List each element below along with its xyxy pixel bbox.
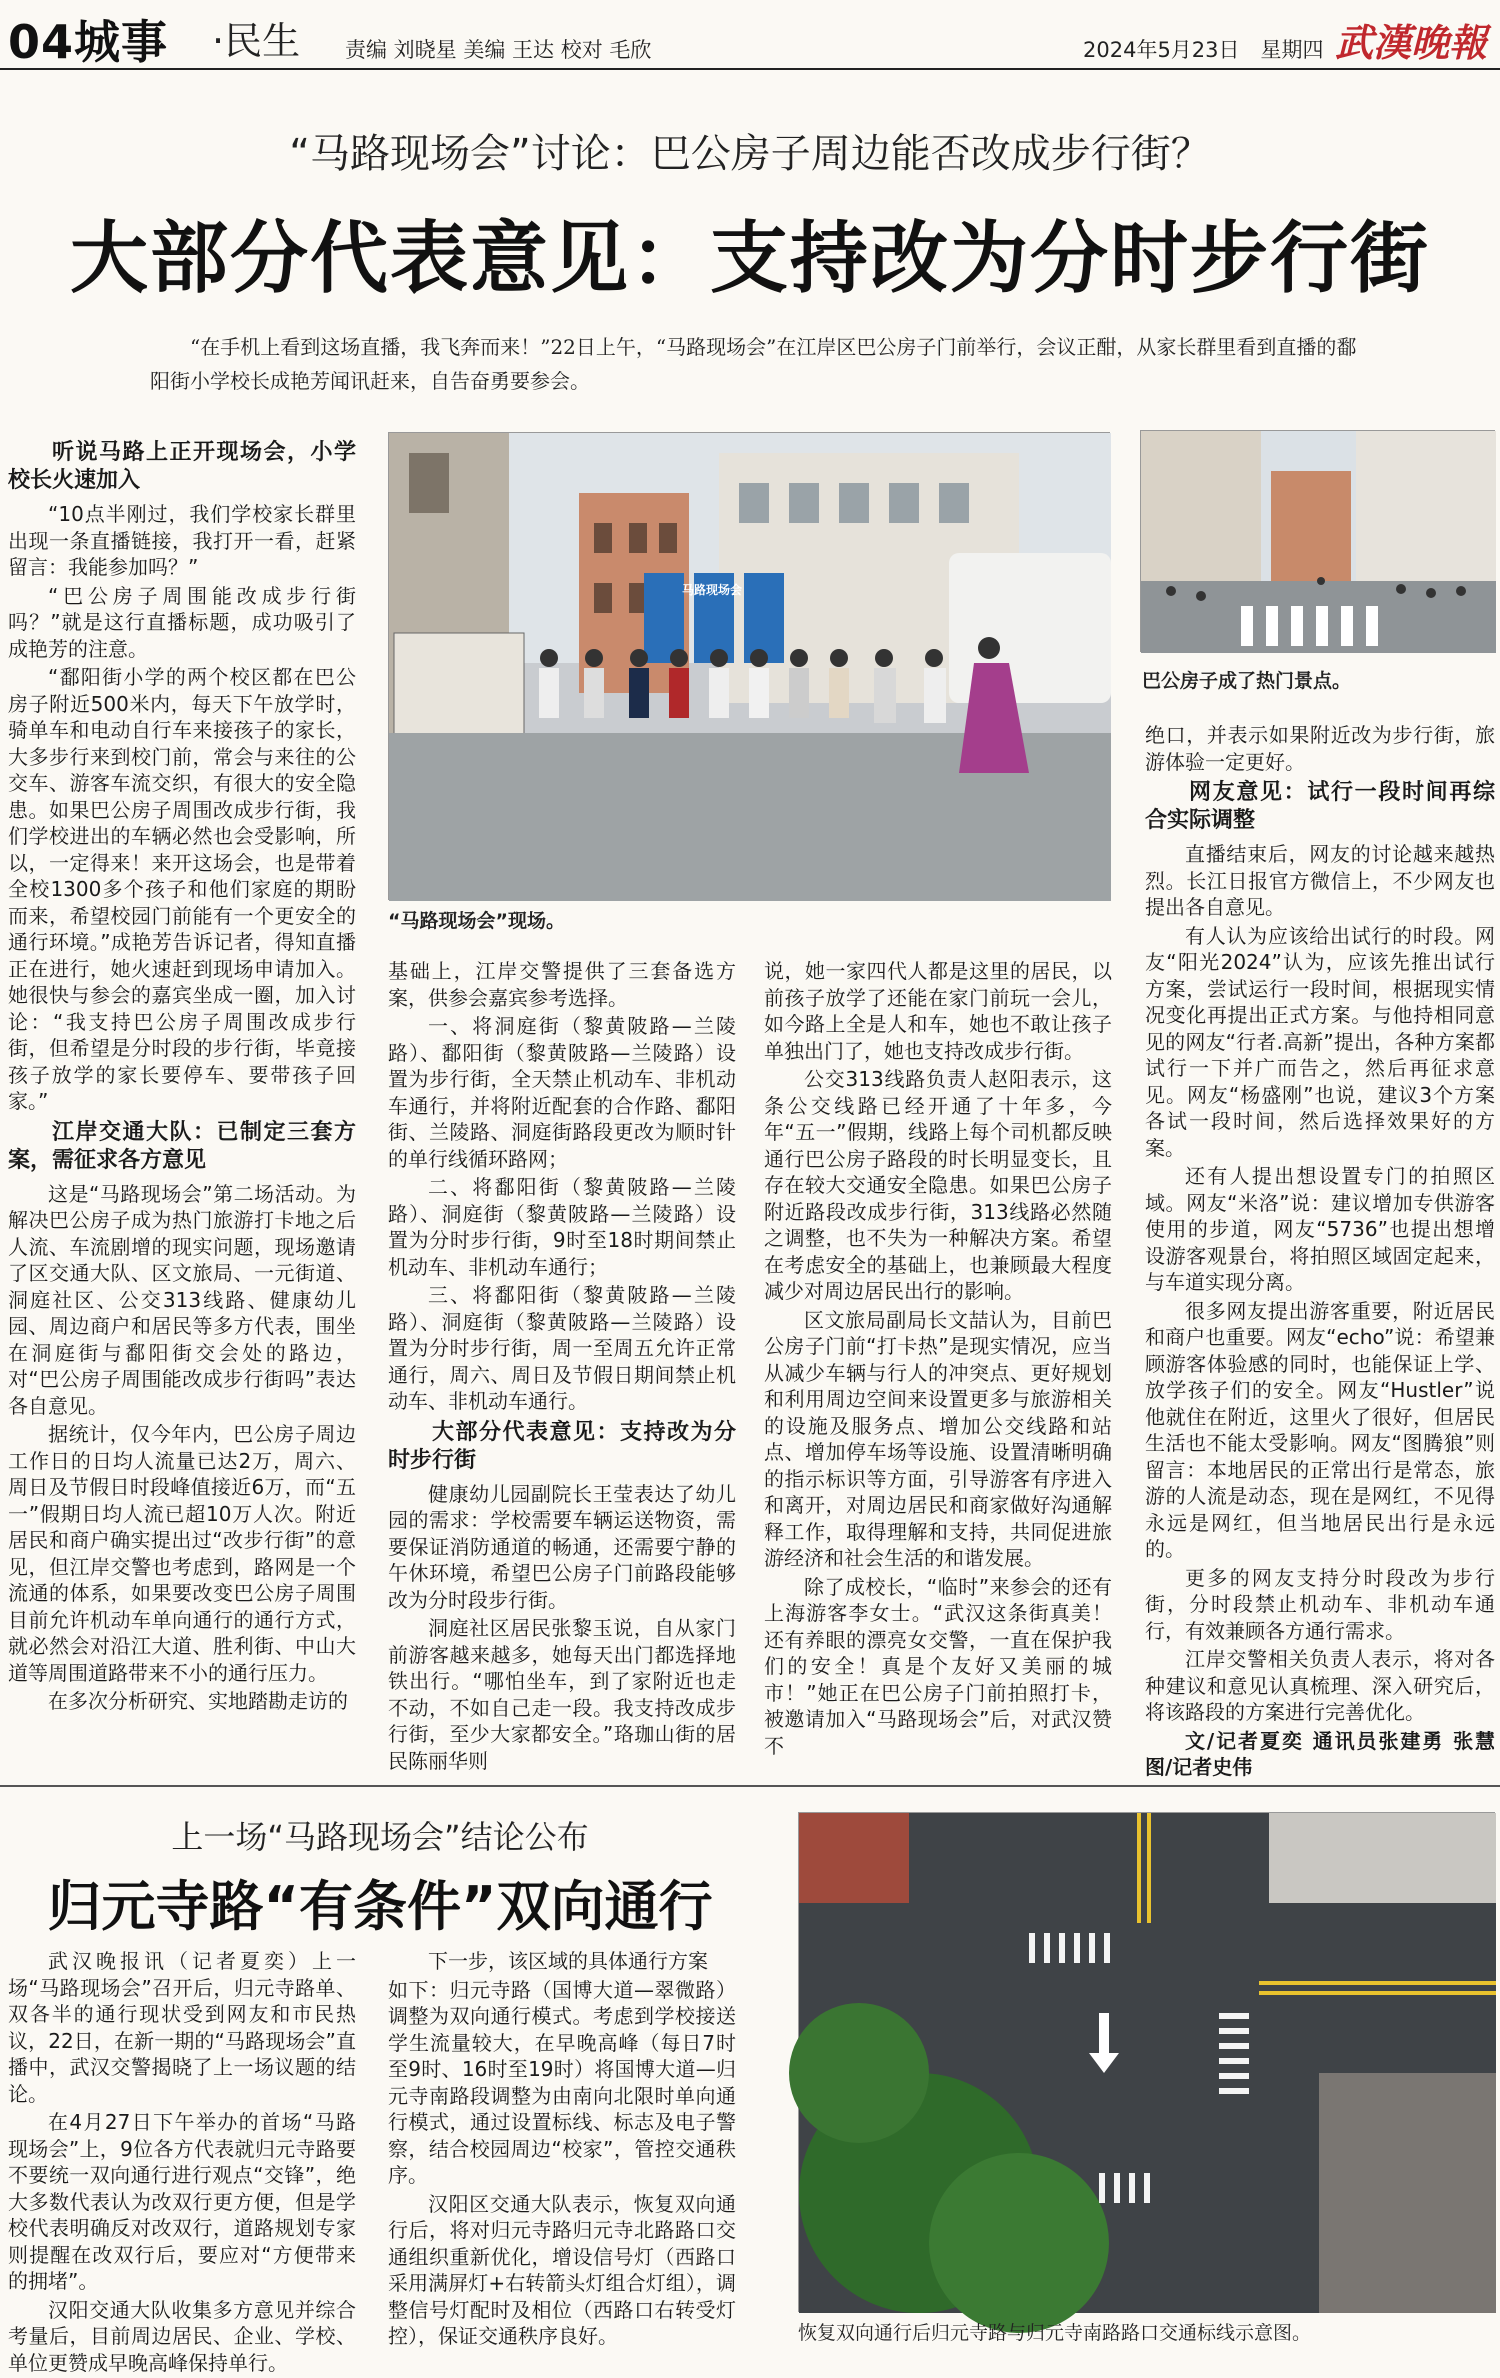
paragraph: 基础上，江岸交警提供了三套备选方案，供参会嘉宾参考选择。 [388, 959, 736, 1010]
paragraph: “10点半刚过，我们学校家长群里出现一条直播链接，我打开一看，赶紧留言：我能参加吗？” [8, 502, 356, 579]
issue-date: 2024年5月23日 星期四 [1083, 38, 1324, 62]
subhead: 江岸交通大队：已制定三套方案，需征求各方意见 [8, 1119, 356, 1173]
article-kicker: “马路现场会”讨论：巴公房子周边能否改成步行街？ [289, 131, 1211, 177]
paragraph: 直播结束后，网友的讨论越来越热烈。长江日报官方微信上，不少网友也提出各自意见。 [1145, 842, 1495, 919]
article-column-4 [1145, 722, 1495, 1783]
article-column-3 [764, 958, 1112, 1761]
article2-headline: 归元寺路“有条件”双向通行 [47, 1875, 713, 1938]
paragraph: 江岸交警相关负责人表示，将对各种建议和意见认真梳理、深入研究后，将该路段的方案进行完善优化。 [1145, 1647, 1495, 1724]
paragraph: 还有人提出想设置专门的拍照区域。网友“米洛”说：建议增加专供游客使用的步道，网友“5736”也提出想增设游客观景台，将拍照区域固定起来，与车道实现分离。 [1145, 1164, 1495, 1294]
subhead: 听说马路上正开现场会，小学校长火速加入 [8, 440, 356, 493]
intersection-aerial-photo [798, 1812, 1495, 2312]
paragraph: 在多次分析研究、实地踏勘走访的 [48, 1689, 348, 1713]
paragraph: 二、将鄱阳街（黎黄陂路—兰陵路）、洞庭街（黎黄陂路—兰陵路）设置为分时步行街，9时至18时期间禁止机动车、非机动车通行； [388, 1175, 736, 1279]
editor-credits: 责编 刘晓星 美编 王达 校对 毛欣 [345, 38, 652, 62]
paragraph: 如下：归元寺路（国博大道—翠微路）调整为双向通行模式。考虑到学校接送学生流量较大，在早晚高峰（每日7时至9时、16时至19时）将国博大道—归元寺南路段调整为由南向北限时单向通行模式，通过设置标线、标志及电子警察，结合校园周边“校家”，管控交通秩序。 [388, 1977, 736, 2187]
paragraph: 三、将鄱阳街（黎黄陂路—兰陵路）、洞庭街（黎黄陂路—兰陵路）设置为分时步行街，周一至周五允许正常通行，周六、周日及节假日期间禁止机动车、非机动车通行。 [388, 1283, 736, 1413]
paragraph: 说，她一家四代人都是这里的居民，以前孩子放学了还能在家门前玩一会儿，如今路上全是人和车，她也不敢让孩子单独出门了，她也支持改成步行街。 [764, 959, 1112, 1063]
paragraph: 一、将洞庭街（黎黄陂路—兰陵路）、鄱阳街（黎黄陂路—兰陵路）设置为步行街，全天禁止机动车、非机动车通行，并将附近配套的合作路、鄱阳街、兰陵路、洞庭街路段更改为顺时针的单行线循环路网； [388, 1014, 736, 1171]
paragraph: 在4月27日下午举办的首场“马路现场会”上，9位各方代表就归元寺路要不要统一双向通行进行观点“交锋”，绝大多数代表认为改双行更方便，但是学校代表明确反对改双行，道路规划专家则提醒在改双行后，要应对“方便带来的拥堵”。 [8, 2110, 356, 2293]
intersection-photo-caption: 恢复双向通行后归元寺路与归元寺南路路口交通标线示意图。 [798, 2322, 1312, 2344]
meeting-photo [388, 432, 1110, 900]
intersection-aerial-image [799, 1813, 1496, 2313]
paragraph: “鄱阳街小学的两个校区都在巴公房子附近500米内，每天下午放学时，骑单车和电动自行车来接孩子的家长，大多步行来到校门前，常会与来往的公交车、游客车流交织，有很大的安全隐患。如果巴公房子周围改成步行街，我们学校进出的车辆必然也会受影响，所以，一定得来！来开这场会，也是带着全校1300多个孩子和他们家庭的期盼而来，希望校园门前能有一个更安全的通行环境。”成艳芳告诉记者，得知直播正在进行，她火速赶到现场申请加入。她很快与参会的嘉宾坐成一圈，加入讨论：“我支持巴公房子周围改成步行街，但希望是分时段的步行街，毕竟接孩子放学的家长要停车、要带孩子回家。” [8, 665, 356, 1113]
paragraph: 健康幼儿园副院长王莹表达了幼儿园的需求：学校需要车辆运送物资，需要保证消防通道的畅通，还需要宁静的午休环境，希望巴公房子门前路段能够改为分时段步行街。 [388, 1481, 736, 1612]
section-divider [0, 1785, 1500, 1787]
paragraph: 武汉晚报讯（记者夏奕）上一场“马路现场会”召开后，归元寺路单、双各半的通行现状受到网友和市民热议，22日，在新一期的“马路现场会”直播中，武汉交警揭晓了上一场议题的结论。 [8, 1949, 356, 2106]
article2-kicker: 上一场“马路现场会”结论公布 [171, 1818, 589, 1856]
paragraph: 这是“马路现场会”第二场活动。为解决巴公房子成为热门旅游打卡地之后人流、车流剧增的现实问题，现场邀请了区交通大队、区文旅局、一元街道、洞庭社区、公交313线路、健康幼儿园、周边商户和居民等多方代表，围坐在洞庭街与鄱阳街交会处的路边，对“巴公房子周围能改成步行街吗”表达各自意见。 [8, 1181, 356, 1418]
page-header [0, 0, 1500, 70]
paragraph: 汉阳区交通大队表示，恢复双向通行后，将对归元寺路归元寺北路路口交通组织重新优化，增设信号灯（西路口采用满屏灯+右转箭头灯组合灯组），调整信号灯配时及相位（西路口右转受灯控），保证交通秩序良好。 [388, 2191, 736, 2348]
meeting-photo-caption: “马路现场会”现场。 [388, 910, 565, 932]
photo-banner-text: 马路现场会 [681, 583, 742, 597]
paragraph: 下一步，该区域的具体通行方案 [428, 1949, 708, 1973]
paragraph: 更多的网友支持分时段改为步行街，分时段禁止机动车、非机动车通行，有效兼顾各方通行需求。 [1145, 1565, 1495, 1643]
article-column-1 [8, 435, 356, 1717]
paragraph: “巴公房子周围能改成步行街吗？”就是这行直播标题，成功吸引了成艳芳的注意。 [8, 583, 356, 661]
meeting-photo-image [389, 433, 1111, 901]
paragraph: 区文旅局副局长文喆认为，目前巴公房子门前“打卡热”是现实情况，应当从减少车辆与行人的冲突点、更好规划和利用周边空间来设置更多与旅游相关的设施及服务点、增加公交线路和站点、增加停车场等设施、设置清晰明确的指示标识等方面，引导游客有序进入和离开，对周边居民和商家做好沟通解释工作，取得理解和支持，共同促进旅游经济和社会生活的和谐发展。 [764, 1307, 1112, 1570]
paragraph: 绝口，并表示如果附近改为步行街，旅游体验一定更好。 [1145, 723, 1495, 774]
article2-column-2 [388, 1948, 736, 2352]
paragraph: 公交313线路负责人赵阳表示，这条公交线路已经开通了十年多，今年“五一”假期，线路上每个司机都反映通行巴公房子路段的时长明显变长，且存在较大交通安全隐患。如果巴公房子附近路段改成步行街，313线路必然随之调整，也不失为一种解决方案。希望在考虑安全的基础上，也兼顾最大程度减少对周边居民出行的影响。 [764, 1067, 1112, 1303]
article-byline: 文/记者夏奕 通讯员张建勇 张慧 图/记者史伟 [1145, 1728, 1495, 1779]
article-headline: 大部分代表意见：支持改为分时步行街 [69, 214, 1430, 304]
section-name: ·民生 [212, 19, 301, 63]
street-photo [1140, 430, 1495, 652]
paragraph: 洞庭社区居民张黎玉说，自从家门前游客越来越多，她每天出门都选择地铁出行。“哪怕坐车，到了家附近也走不动，不如自己走一段。我支持改成步行街，至少大家都安全。”珞珈山街的居民陈丽华则 [388, 1616, 736, 1773]
page-number: 04城事 [8, 15, 169, 69]
paragraph: 据统计，仅今年内，巴公房子周边工作日的日均人流量已达2万，周六、周日及节假日时段峰值接近6万，而“五一”假期日均人流已超10万人次。附近居民和商户确实提出过“改步行街”的意见，但江岸交警也考虑到，路网是一个流通的体系，如果要改变巴公房子周围目前允许机动车单向通行的通行方式，就必然会对沿江大道、胜利街、中山大道等周围道路带来不小的通行压力。 [8, 1422, 356, 1685]
paragraph: 汉阳交通大队收集多方意见并综合考量后，目前周边居民、企业、学校、单位更赞成早晚高峰保持单行。 [8, 2297, 356, 2375]
article2-column-1 [8, 1948, 356, 2378]
street-photo-image [1141, 431, 1496, 653]
paragraph: 除了成校长，“临时”来参会的还有上海游客李女士。“武汉这条街真美！还有养眼的漂亮女交警，一直在保护我们的安全！真是个友好又美丽的城市！”她正在巴公房子门前拍照打卡，被邀请加入“马路现场会”后，对武汉赞不 [764, 1574, 1112, 1758]
street-photo-caption: 巴公房子成了热门景点。 [1142, 670, 1352, 692]
paragraph: 有人认为应该给出试行的时段。网友“阳光2024”认为，应该先推出试行方案，尝试运行一段时间，根据现实情况变化再提出正式方案。与他持相同意见的网友“行者.高新”提出，各种方案都试行一下并广而告之，然后再征求意见。网友“杨盛刚”也说，建议3个方案各试一段时间，然后选择效果好的方案。 [1145, 923, 1495, 1160]
newspaper-logo: 武漢晚報 [1335, 20, 1488, 65]
paragraph: 很多网友提出游客重要，附近居民和商户也重要。网友“echo”说：希望兼顾游客体验感的同时，也能保证上学、放学孩子们的安全。网友“Hustler”说他就住在附近，这里火了很好，但居民生活也不能太受影响。网友“图腾狼”则留言：本地居民的正常出行是常态，旅游的人流是动态，现在是网红，不见得永远是网红，但当地居民出行是永远的。 [1145, 1298, 1495, 1561]
subhead: 大部分代表意见：支持改为分时步行街 [388, 1419, 736, 1473]
article-lead: “在手机上看到这场直播，我飞奔而来！”22日上午，“马路现场会”在江岸区巴公房子门前举行，会议正酣，从家长群里看到直播的鄱阳街小学校长成艳芳闻讯赶来，自告奋勇要参会。 [150, 335, 1357, 393]
subhead: 网友意见：试行一段时间再综合实际调整 [1145, 780, 1495, 833]
article-column-2 [388, 958, 736, 1776]
